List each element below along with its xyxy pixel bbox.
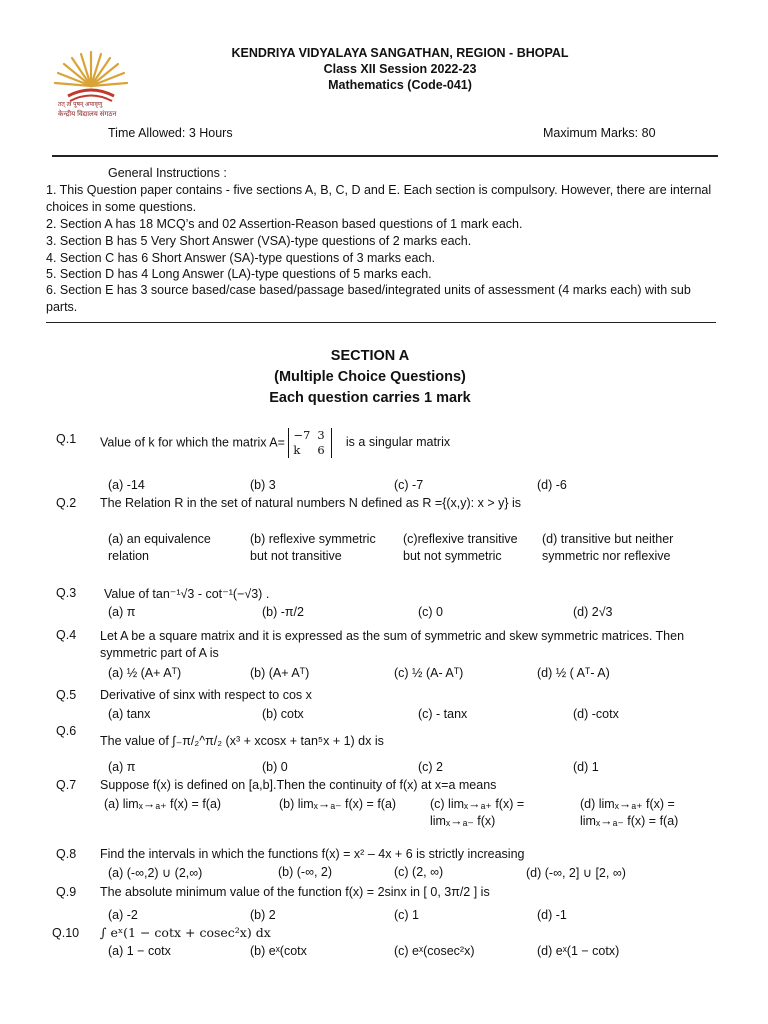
question-text: The value of ∫₋π/₂^π/₂ (x³ + xcosx + tan⁵x + 1) dx is bbox=[100, 734, 384, 748]
instructions-title: General Instructions : bbox=[108, 166, 227, 180]
question-number: Q.2 bbox=[56, 496, 77, 510]
option-d: (d) 2√3 bbox=[573, 605, 613, 619]
option-b: (b) 2 bbox=[250, 908, 276, 922]
option-d: (d) -6 bbox=[537, 478, 567, 492]
option-b: (b) -π/2 bbox=[262, 605, 304, 619]
question-number: Q.7 bbox=[56, 778, 77, 792]
matrix-cell: 3 bbox=[317, 428, 325, 442]
matrix-a bbox=[288, 428, 332, 458]
option-d: (d) -1 bbox=[537, 908, 567, 922]
section-title: SECTION A bbox=[330, 348, 410, 364]
question-text bbox=[100, 428, 450, 458]
option-d: (d) transitive but neither symmetric nor reflexive bbox=[542, 532, 674, 563]
option-c: (c) 1 bbox=[394, 908, 419, 922]
option-d: (d) (-∞, 2] ∪ [2, ∞) bbox=[526, 866, 626, 880]
maximum-marks: Maximum Marks: 80 bbox=[543, 126, 656, 140]
option-a: (a) (-∞,2) ∪ (2,∞) bbox=[108, 866, 203, 880]
time-allowed: Time Allowed: 3 Hours bbox=[108, 126, 233, 140]
option-b: (b) eˣ(cotx bbox=[250, 944, 307, 958]
option-c: (c) eˣ(cosec²x) bbox=[394, 944, 475, 958]
option-b: (b) (-∞, 2) bbox=[278, 865, 333, 879]
matrix-cell: k bbox=[293, 443, 301, 457]
option-c: (c) 0 bbox=[418, 605, 443, 619]
logo-text: केन्द्रीय विद्यालय संगठन bbox=[58, 111, 117, 118]
question-text-after: is a singular matrix bbox=[345, 435, 451, 450]
option-d: (d) eˣ(1 − cotx) bbox=[537, 944, 620, 958]
instruction-6: 6. Section E has 3 source based/case based/passage based/integrated units of assessment (4 marks each) with sub parts. bbox=[46, 283, 691, 314]
instruction-3: 3. Section B has 5 Very Short Answer (VSA)-type questions of 2 marks each. bbox=[46, 234, 472, 248]
option-b: (b) (A+ Aᵀ) bbox=[250, 666, 310, 680]
matrix-cell: −7 bbox=[293, 428, 311, 442]
question-text: The absolute minimum value of the function f(x) = 2sinx in [ 0, 3π/2 ] is bbox=[100, 885, 490, 899]
option-a: (a) 1 − cotx bbox=[108, 944, 171, 958]
option-b: (b) reflexive symmetric but not transitive bbox=[250, 532, 376, 563]
question-text: ∫ eˣ(1 − cotx + cosec²x) dx bbox=[100, 925, 271, 940]
option-a: (a) -2 bbox=[108, 908, 138, 922]
section-subtitle: (Multiple Choice Questions) bbox=[274, 369, 466, 385]
option-d: (d) limₓ→ₐ₊ f(x) = limₓ→ₐ₋ f(x) = f(a) bbox=[580, 797, 679, 828]
option-b: (b) 0 bbox=[262, 760, 288, 774]
option-c: (c) limₓ→ₐ₊ f(x) = limₓ→ₐ₋ f(x) bbox=[430, 797, 525, 828]
option-c: (c) -7 bbox=[394, 478, 424, 492]
header-divider bbox=[52, 155, 718, 157]
question-text: The Relation R in the set of natural numbers N defined as R ={(x,y): x > y} is bbox=[100, 496, 522, 510]
option-c: (c) 2 bbox=[418, 760, 443, 774]
option-b: (b) cotx bbox=[262, 707, 304, 721]
instruction-4: 4. Section C has 6 Short Answer (SA)-type questions of 3 marks each. bbox=[46, 251, 436, 265]
question-number: Q.9 bbox=[56, 885, 77, 899]
option-a: (a) limₓ→ₐ₊ f(x) = f(a) bbox=[104, 797, 222, 811]
question-text: Suppose f(x) is defined on [a,b].Then the continuity of f(x) at x=a means bbox=[100, 778, 497, 792]
session-title: Class XII Session 2022-23 bbox=[323, 62, 477, 76]
instructions-divider bbox=[46, 322, 716, 323]
instruction-5: 5. Section D has 4 Long Answer (LA)-type questions of 5 marks each. bbox=[46, 267, 432, 281]
school-title: KENDRIYA VIDYALAYA SANGATHAN, REGION - BHOPAL bbox=[231, 46, 569, 60]
option-a: (a) tanx bbox=[108, 707, 151, 721]
instruction-1: 1. This Question paper contains - five sections A, B, C, D and E. Each section is compulsory. However, there are internal choices in some questions. bbox=[46, 183, 712, 214]
question-number: Q.4 bbox=[56, 628, 77, 642]
option-a: (a) π bbox=[108, 605, 136, 619]
question-number: Q.1 bbox=[56, 432, 77, 446]
option-d: (d) ½ ( Aᵀ- A) bbox=[537, 666, 610, 680]
question-text: Derivative of sinx with respect to cos x bbox=[100, 688, 312, 702]
option-a: (a) -14 bbox=[108, 478, 145, 492]
option-c: (c) ½ (A- Aᵀ) bbox=[394, 666, 464, 680]
matrix-cell: 6 bbox=[317, 443, 325, 457]
option-b: (b) 3 bbox=[250, 478, 276, 492]
option-c: (c) - tanx bbox=[418, 707, 468, 721]
question-text-before: Value of k for which the matrix A= bbox=[100, 435, 285, 450]
option-a: (a) an equivalence relation bbox=[108, 532, 211, 563]
option-c: (c) (2, ∞) bbox=[394, 865, 444, 879]
question-number: Q.10 bbox=[52, 926, 80, 940]
option-a: (a) π bbox=[108, 760, 136, 774]
question-number: Q.3 bbox=[56, 586, 77, 600]
section-note: Each question carries 1 mark bbox=[269, 390, 471, 406]
question-text: Let A be a square matrix and it is expressed as the sum of symmetric and skew symmetric matrices. Then symmetric part of A is bbox=[100, 629, 685, 660]
option-b: (b) limₓ→ₐ₋ f(x) = f(a) bbox=[279, 797, 397, 811]
option-a: (a) ½ (A+ Aᵀ) bbox=[108, 666, 182, 680]
question-number: Q.6 bbox=[56, 724, 77, 738]
instruction-2: 2. Section A has 18 MCQ’s and 02 Assertion-Reason based questions of 1 mark each. bbox=[46, 217, 523, 231]
kvs-logo bbox=[48, 46, 134, 128]
logo-motto: तत् त्वं पूषन् अपावृणु bbox=[58, 102, 103, 108]
question-text: Find the intervals in which the functions f(x) = x² – 4x + 6 is strictly increasing bbox=[100, 847, 525, 861]
question-number: Q.5 bbox=[56, 688, 77, 702]
option-d: (d) 1 bbox=[573, 760, 599, 774]
question-text: Value of tan⁻¹√3 - cot⁻¹(−√3) . bbox=[104, 587, 270, 601]
subject-title: Mathematics (Code-041) bbox=[328, 78, 472, 92]
option-d: (d) -cotx bbox=[573, 707, 619, 721]
option-c: (c)reflexive transitive but not symmetric bbox=[403, 532, 518, 563]
question-number: Q.8 bbox=[56, 847, 77, 861]
